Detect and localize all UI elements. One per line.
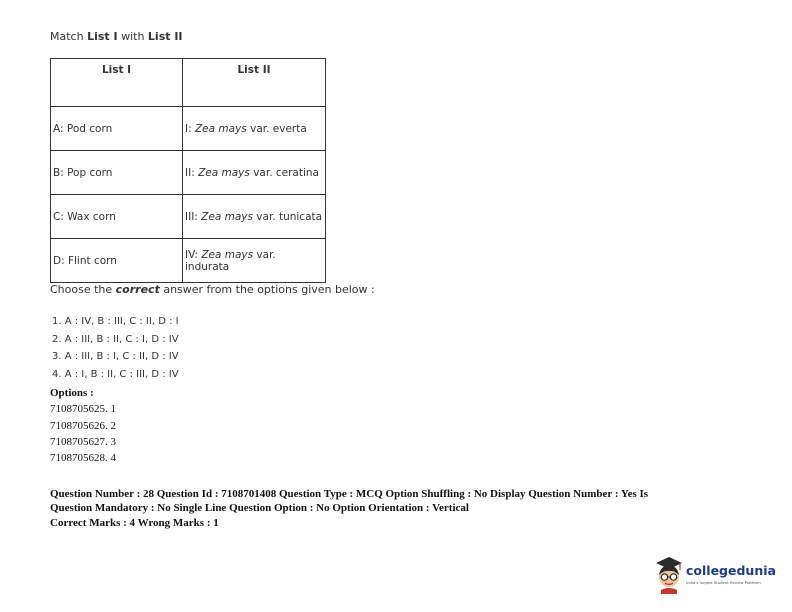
option-id-3: 7108705627. 3 (50, 435, 116, 448)
table-cell-right (183, 239, 326, 283)
graduate-mascot-icon (652, 554, 686, 594)
option-id-2: 7108705626. 2 (50, 419, 116, 432)
option-id-4: 7108705628. 4 (50, 452, 116, 465)
variety-name: var. tunicata (252, 210, 323, 223)
table-cell-left: A: Pod corn (51, 107, 183, 151)
variety-name: var. ceratina (249, 166, 319, 179)
options-block (50, 385, 116, 466)
table-cell-right (183, 107, 326, 151)
roman-numeral: I: (185, 122, 195, 135)
metadata-line-2: Question Mandatory : No Single Line Question Option : No Option Orientation : Vertical (50, 502, 469, 515)
options-heading: Options : (50, 387, 94, 399)
scientific-name: Zea mays (194, 122, 247, 135)
collegedunia-logo (652, 554, 782, 594)
answer-choice-2: 2. A : III, B : II, C : I, D : IV (52, 333, 179, 345)
answer-choice-3: 3. A : III, B : I, C : II, D : IV (52, 351, 179, 362)
table-cell-left: D: Flint corn (51, 239, 183, 283)
table-header-list1: List I (51, 59, 183, 107)
roman-numeral: II: (185, 166, 199, 179)
intro-mid: with (117, 30, 148, 43)
table-cell-left: C: Wax corn (51, 195, 183, 239)
question-intro (50, 30, 183, 43)
answer-choice-1: 1. A : IV, B : III, C : II, D : I (52, 316, 179, 327)
scientific-name: Zea mays (201, 210, 253, 223)
scientific-name: Zea mays (201, 248, 254, 261)
variety-name: var. indurata (185, 248, 276, 273)
match-table (50, 58, 326, 283)
metadata-line-1: Question Number : 28 Question Id : 7108701408 Question Type : MCQ Option Shuffling : No Display Question Number : Yes Is (50, 488, 649, 500)
answer-choices (52, 313, 179, 383)
list1-label: List I (87, 30, 118, 43)
scientific-name: Zea mays (198, 166, 250, 179)
choose-suffix: answer from the options given below : (159, 283, 375, 296)
answer-choice-4: 4. A : I, B : II, C : III, D : IV (52, 368, 179, 380)
table-row (51, 107, 326, 151)
table-header-list2: List II (183, 59, 326, 107)
table-cell-left: B: Pop corn (51, 151, 183, 195)
option-id-1: 7108705625. 1 (50, 403, 116, 416)
table-row (51, 239, 326, 283)
roman-numeral: III: (185, 210, 202, 223)
table-cell-right (183, 195, 326, 239)
roman-numeral: IV: (185, 248, 202, 261)
list2-label: List II (147, 30, 183, 43)
choose-emphasis: correct (115, 283, 160, 296)
choose-instruction (50, 283, 375, 296)
choose-prefix: Choose the (50, 283, 116, 296)
intro-prefix: Match (50, 30, 88, 43)
question-metadata (50, 487, 750, 530)
logo-wordmark: collegedunia (686, 563, 776, 578)
logo-tagline: India's largest Student Review Platform (686, 580, 761, 585)
metadata-line-3: Correct Marks : 4 Wrong Marks : 1 (50, 516, 219, 529)
table-header-row (51, 59, 326, 107)
variety-name: var. everta (246, 122, 307, 135)
table-row (51, 151, 326, 195)
table-cell-right (183, 151, 326, 195)
table-row (51, 195, 326, 239)
